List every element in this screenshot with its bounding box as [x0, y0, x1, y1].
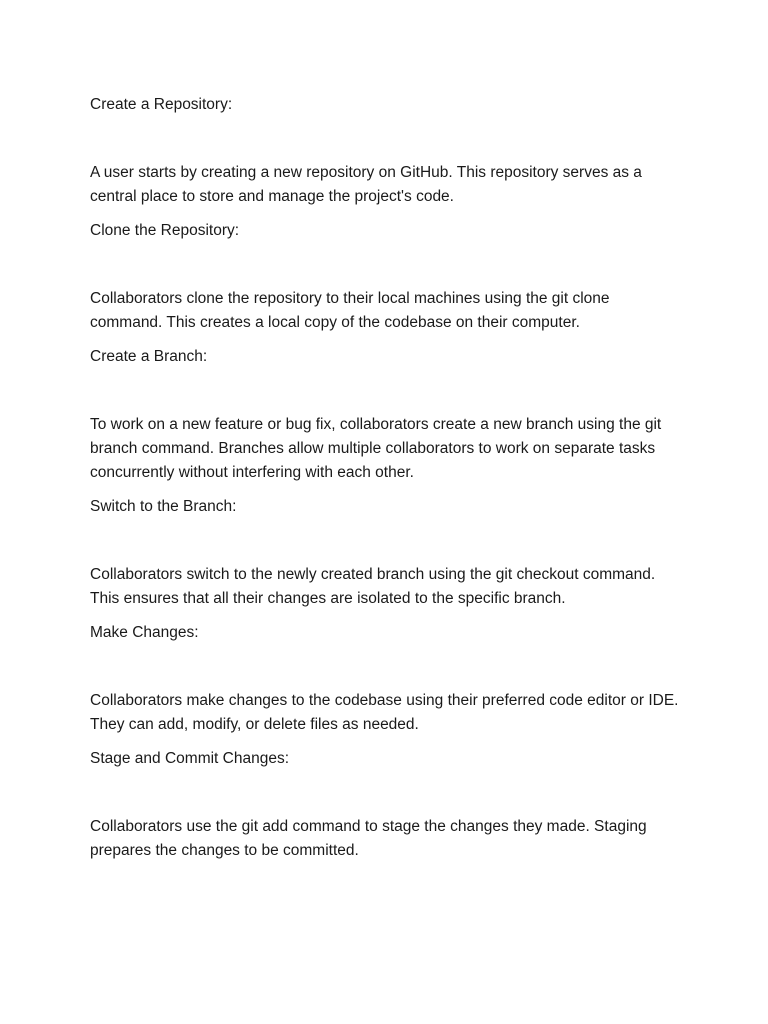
- section-clone-repository: [90, 219, 680, 335]
- section-paragraph: Collaborators clone the repository to their local machines using the git clone command. This creates a local copy of the codebase on their computer.: [90, 290, 610, 331]
- section-heading: Stage and Commit Changes:: [90, 750, 290, 767]
- section-heading: Create a Repository:: [90, 96, 233, 113]
- section-heading: Switch to the Branch:: [90, 498, 237, 515]
- section-switch-branch: [90, 495, 680, 611]
- section-heading: Make Changes:: [90, 624, 199, 641]
- section-paragraph: A user starts by creating a new repository on GitHub. This repository serves as a central place to store and manage the project's code.: [90, 164, 642, 205]
- section-make-changes: [90, 621, 680, 737]
- section-heading: Clone the Repository:: [90, 222, 240, 239]
- section-paragraph: Collaborators make changes to the codebase using their preferred code editor or IDE. They can add, modify, or delete files as needed.: [90, 692, 679, 733]
- section-paragraph: To work on a new feature or bug fix, collaborators create a new branch using the git branch command. Branches allow multiple collaborators to work on separate tasks concurrently without interfering with each other.: [90, 416, 662, 481]
- section-create-branch: [90, 345, 680, 485]
- document-body: [90, 93, 680, 863]
- section-heading: Create a Branch:: [90, 348, 208, 365]
- section-stage-commit: [90, 747, 680, 863]
- section-paragraph: Collaborators switch to the newly created branch using the git checkout command. This ensures that all their changes are isolated to the specific branch.: [90, 566, 656, 607]
- section-paragraph: Collaborators use the git add command to stage the changes they made. Staging prepares the changes to be committed.: [90, 818, 647, 859]
- section-create-repository: [90, 93, 680, 209]
